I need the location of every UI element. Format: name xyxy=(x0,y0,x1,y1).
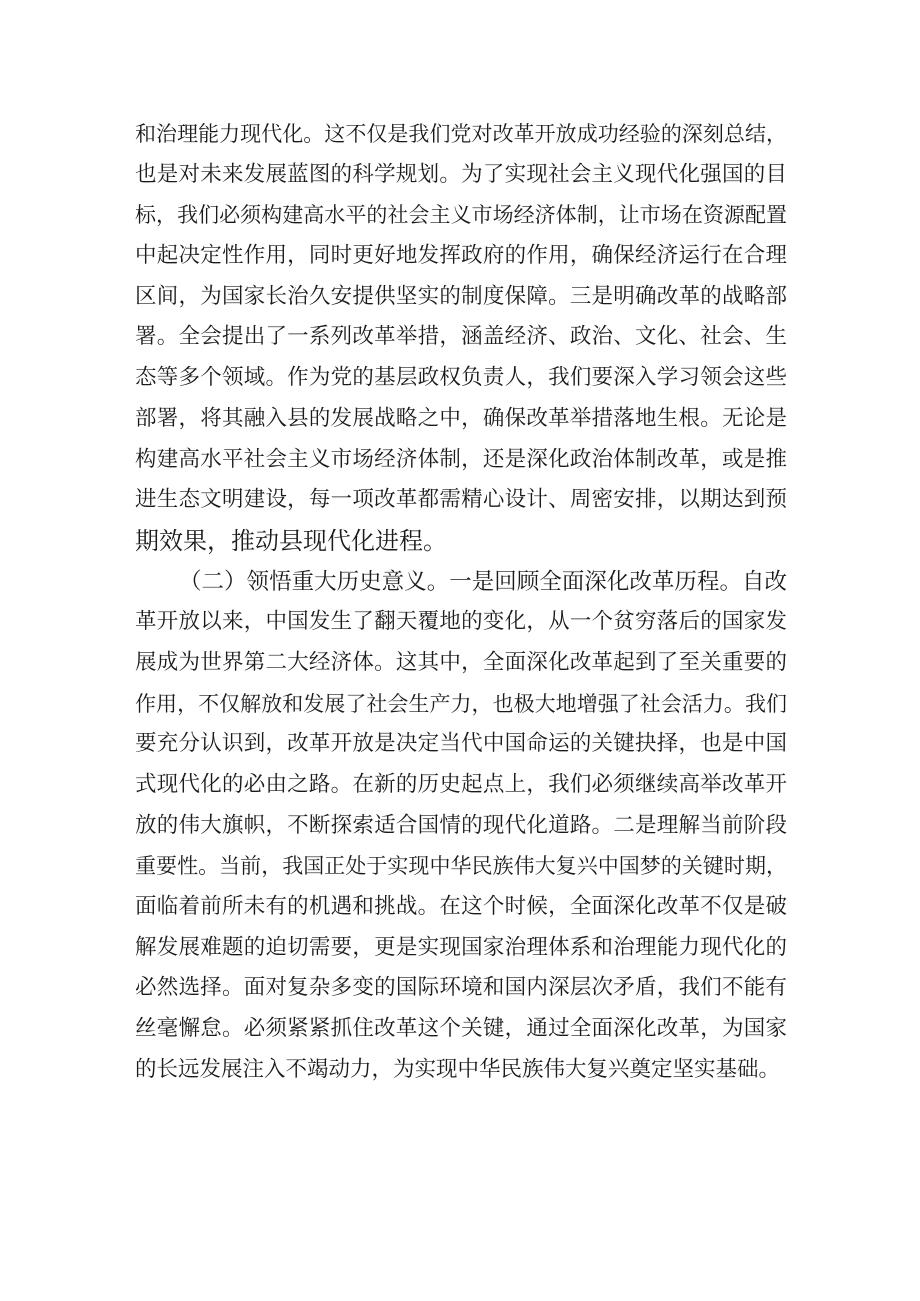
paragraph-line: 作用，不仅解放和发展了社会生产力，也极大地增强了社会活力。我们 xyxy=(135,691,787,716)
paragraph-line: 的长远发展注入不竭动力，为实现中华民族伟大复兴奠定坚实基础。 xyxy=(135,1056,781,1082)
paragraph-line: 标，我们必须构建高水平的社会主义市场经济体制，让市场在资源配置 xyxy=(135,203,787,228)
paragraph-line: 展成为世界第二大经济体。这其中，全面深化改革起到了至关重要的 xyxy=(135,649,787,675)
paragraph-line: 解发展难题的迫切需要，更是实现国家治理体系和治理能力现代化的 xyxy=(135,934,787,960)
paragraph-line: 丝毫懈怠。必须紧紧抓住改革这个关键，通过全面深化改革，为国家 xyxy=(135,1016,787,1042)
paragraph-line: 革开放以来，中国发生了翻天覆地的变化，从一个贫穷落后的国家发 xyxy=(135,609,787,635)
paragraph-line: 态等多个领域。作为党的基层政权负责人，我们要深入学习领会这些 xyxy=(135,365,787,391)
paragraph-line: 部署，将其融入县的发展战略之中，确保改革举措落地生根。无论是 xyxy=(135,405,787,431)
paragraph-1 xyxy=(135,114,787,562)
paragraph-line: 也是对未来发展蓝图的科学规划。为了实现社会主义现代化强国的目 xyxy=(135,161,787,187)
paragraph-line: 必然选择。面对复杂多变的国际环境和国内深层次矛盾，我们不能有 xyxy=(135,975,787,1001)
paragraph-line: 署。全会提出了一系列改革举措，涵盖经济、政治、文化、社会、生 xyxy=(135,324,787,350)
paragraph-line: 面临着前所未有的机遇和挑战。在这个时候，全面深化改革不仅是破 xyxy=(135,894,787,920)
paragraph-line: 区间，为国家长治久安提供坚实的制度保障。三是明确改革的战略部 xyxy=(135,283,787,309)
paragraph-2 xyxy=(135,562,787,1091)
paragraph-line: 重要性。当前，我国正处于实现中华民族伟大复兴中国梦的关键时期， xyxy=(135,854,787,879)
paragraph-line: 中起决定性作用，同时更好地发挥政府的作用，确保经济运行在合理 xyxy=(135,243,787,269)
document-body xyxy=(135,114,787,1091)
paragraph-line: 进生态文明建设，每一项改革都需精心设计、周密安排，以期达到预 xyxy=(135,487,787,513)
paragraph-line: 和治理能力现代化。这不仅是我们党对改革开放成功经验的深刻总结， xyxy=(135,122,787,146)
paragraph-line: 期效果，推动县现代化进程。 xyxy=(135,526,447,555)
paragraph-line: 式现代化的必由之路。在新的历史起点上，我们必须继续高举改革开 xyxy=(135,772,787,797)
paragraph-line: 放的伟大旗帜，不断探索适合国情的现代化道路。二是理解当前阶段 xyxy=(135,812,787,838)
paragraph-line: 构建高水平社会主义市场经济体制，还是深化政治体制改革，或是推 xyxy=(135,446,787,472)
paragraph-line: （二）领悟重大历史意义。一是回顾全面深化改革历程。自改 xyxy=(179,568,787,595)
paragraph-line: 要充分认识到，改革开放是决定当代中国命运的关键抉择，也是中国 xyxy=(135,731,787,757)
